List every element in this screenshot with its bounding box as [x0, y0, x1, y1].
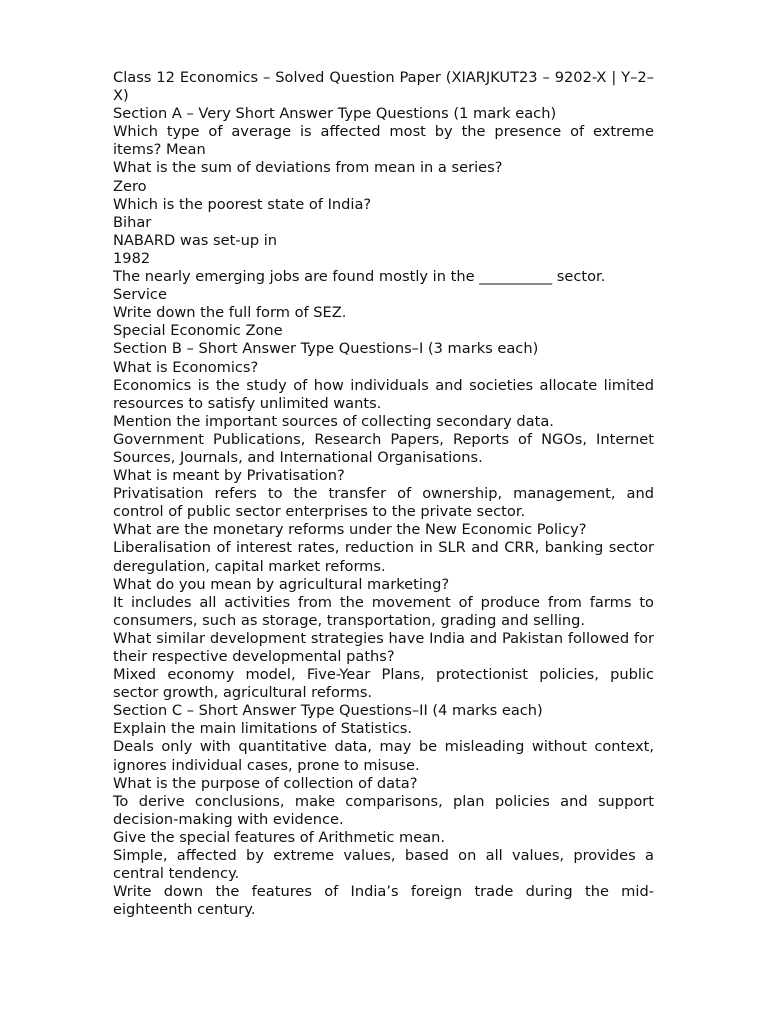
question-text: What is meant by Privatisation?	[113, 467, 345, 485]
question-text: Write down the features of India’s foreign trade during the mid-eighteenth century.	[113, 883, 654, 919]
section-a-heading: Section A – Very Short Answer Type Questions (1 mark each)	[113, 105, 557, 123]
question-text: What is Economics?	[113, 358, 259, 376]
question-text: What is the sum of deviations from mean in a series?	[113, 159, 503, 177]
question-text: Give the special features of Arithmetic mean.	[113, 828, 446, 846]
section-c-heading: Section C – Short Answer Type Questions–II (4 marks each)	[113, 702, 543, 720]
answer-text: To derive conclusions, make comparisons, plan policies and support decision-making with evidence.	[113, 792, 654, 828]
question-text: What similar development strategies have India and Pakistan followed for their respective developmental paths?	[113, 629, 654, 665]
section-b-heading: Section B – Short Answer Type Questions–I (3 marks each)	[113, 340, 539, 358]
document-title: Class 12 Economics – Solved Question Paper (XIARJKUT23 – 9202-X | Y–2–X)	[113, 69, 654, 105]
question-text: Explain the main limitations of Statistics.	[113, 720, 413, 738]
question-text: The nearly emerging jobs are found mostly in the __________ sector.	[113, 268, 606, 286]
question-text: What is the purpose of collection of data?	[113, 774, 418, 792]
answer-text: Deals only with quantitative data, may be misleading without context, ignores individual cases, prone to misuse.	[113, 738, 654, 774]
question-text: Which type of average is affected most by the presence of extreme items? Mean	[113, 123, 654, 159]
answer-text: Government Publications, Research Papers, Reports of NGOs, Internet Sources, Journals, and International Organisations.	[113, 430, 654, 466]
question-text: What are the monetary reforms under the New Economic Policy?	[113, 521, 587, 539]
answer-text: Zero	[113, 177, 147, 195]
answer-text: Simple, affected by extreme values, based on all values, provides a central tendency.	[113, 847, 654, 883]
answer-text: Special Economic Zone	[113, 322, 283, 340]
answer-text: Privatisation refers to the transfer of ownership, management, and control of public sector enterprises to the private sector.	[113, 485, 654, 521]
answer-text: Mixed economy model, Five-Year Plans, protectionist policies, public sector growth, agricultural reforms.	[113, 666, 654, 702]
answer-text: Economics is the study of how individuals and societies allocate limited resources to satisfy unlimited wants.	[113, 376, 654, 412]
answer-text: Liberalisation of interest rates, reduction in SLR and CRR, banking sector deregulation, capital market reforms.	[113, 539, 654, 575]
question-text: What do you mean by agricultural marketing?	[113, 575, 450, 593]
answer-text: 1982	[113, 249, 151, 267]
answer-text: Bihar	[113, 213, 152, 231]
question-text: Which is the poorest state of India?	[113, 195, 372, 213]
document-page	[113, 69, 654, 919]
answer-text: It includes all activities from the movement of produce from farms to consumers, such as storage, transportation, grading and selling.	[113, 593, 654, 629]
question-text: Write down the full form of SEZ.	[113, 304, 347, 322]
question-text: Mention the important sources of collecting secondary data.	[113, 412, 554, 430]
answer-text: Service	[113, 286, 167, 304]
question-text: NABARD was set-up in	[113, 231, 278, 249]
